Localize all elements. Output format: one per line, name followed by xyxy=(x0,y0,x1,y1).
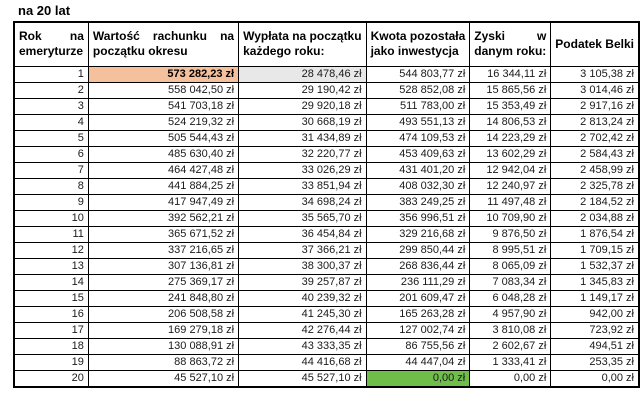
table-row xyxy=(14,338,639,354)
table-row xyxy=(14,98,639,114)
table-row xyxy=(14,194,639,210)
cell-year: 20 xyxy=(14,370,88,387)
cell-year: 9 xyxy=(14,194,88,210)
table-row xyxy=(14,290,639,306)
cell-profit-year: 2 602,67 zł xyxy=(470,338,551,354)
cell-profit-year: 9 876,50 zł xyxy=(470,226,551,242)
cell-remaining-investment: 511 783,00 zł xyxy=(366,98,470,114)
cell-account-value-start: 558 042,50 zł xyxy=(88,82,238,98)
cell-account-value-start: 241 848,80 zł xyxy=(88,290,238,306)
cell-account-value-start: 169 279,18 zł xyxy=(88,322,238,338)
cell-profit-year: 13 602,29 zł xyxy=(470,146,551,162)
cell-account-value-start: 524 219,32 zł xyxy=(88,114,238,130)
cell-profit-year: 1 333,41 zł xyxy=(470,354,551,370)
cell-withdrawal-start: 31 434,89 zł xyxy=(239,130,366,146)
cell-profit-year: 0,00 zł xyxy=(470,370,551,387)
cell-belka-tax: 2 184,52 zł xyxy=(551,194,639,210)
cell-remaining-investment: 544 803,77 zł xyxy=(366,66,470,82)
cell-belka-tax: 3 105,38 zł xyxy=(551,66,639,82)
table-row xyxy=(14,274,639,290)
cell-profit-year: 14 806,53 zł xyxy=(470,114,551,130)
cell-year: 17 xyxy=(14,322,88,338)
cell-account-value-start: 275 369,17 zł xyxy=(88,274,238,290)
table-row xyxy=(14,162,639,178)
table-row xyxy=(14,66,639,82)
cell-withdrawal-start: 36 454,84 zł xyxy=(239,226,366,242)
cell-remaining-investment: 408 032,30 zł xyxy=(366,178,470,194)
table-row xyxy=(14,258,639,274)
cell-account-value-start: 206 508,58 zł xyxy=(88,306,238,322)
header-row xyxy=(14,22,639,66)
table-row xyxy=(14,226,639,242)
retirement-payout-table xyxy=(13,21,640,388)
cell-year: 12 xyxy=(14,242,88,258)
column-header-withdrawal-start: Wypłata na początku każdego roku: xyxy=(239,22,366,66)
cell-year: 13 xyxy=(14,258,88,274)
cell-account-value-start: 417 947,49 zł xyxy=(88,194,238,210)
cell-account-value-start: 45 527,10 zł xyxy=(88,370,238,387)
cell-profit-year: 12 942,04 zł xyxy=(470,162,551,178)
cell-year: 6 xyxy=(14,146,88,162)
cell-withdrawal-start: 29 190,42 zł xyxy=(239,82,366,98)
table-row xyxy=(14,178,639,194)
cell-remaining-investment: 165 263,28 zł xyxy=(366,306,470,322)
cell-year: 2 xyxy=(14,82,88,98)
table-row xyxy=(14,82,639,98)
cell-profit-year: 8 995,51 zł xyxy=(470,242,551,258)
cell-year: 18 xyxy=(14,338,88,354)
cell-withdrawal-start: 42 276,44 zł xyxy=(239,322,366,338)
cell-year: 8 xyxy=(14,178,88,194)
page-title: na 20 lat xyxy=(18,3,71,18)
table-row xyxy=(14,210,639,226)
table-row xyxy=(14,306,639,322)
cell-belka-tax: 942,00 zł xyxy=(551,306,639,322)
cell-belka-tax: 2 584,43 zł xyxy=(551,146,639,162)
cell-withdrawal-start: 29 920,18 zł xyxy=(239,98,366,114)
table-row xyxy=(14,322,639,338)
cell-belka-tax: 1 532,37 zł xyxy=(551,258,639,274)
cell-withdrawal-start: 32 220,77 zł xyxy=(239,146,366,162)
cell-belka-tax: 2 917,16 zł xyxy=(551,98,639,114)
cell-profit-year: 7 083,34 zł xyxy=(470,274,551,290)
column-header-belka-tax: Podatek Belki xyxy=(551,22,639,66)
cell-account-value-start: 464 427,48 zł xyxy=(88,162,238,178)
cell-remaining-investment: 236 111,29 zł xyxy=(366,274,470,290)
cell-year: 10 xyxy=(14,210,88,226)
cell-remaining-investment: 299 850,44 zł xyxy=(366,242,470,258)
table-row xyxy=(14,370,639,387)
cell-withdrawal-start: 30 668,19 zł xyxy=(239,114,366,130)
table-row xyxy=(14,146,639,162)
cell-account-value-start: 337 216,65 zł xyxy=(88,242,238,258)
cell-belka-tax: 0,00 zł xyxy=(551,370,639,387)
cell-belka-tax: 3 014,46 zł xyxy=(551,82,639,98)
cell-profit-year: 14 223,29 zł xyxy=(470,130,551,146)
cell-withdrawal-start: 40 239,32 zł xyxy=(239,290,366,306)
cell-account-value-start: 392 562,21 zł xyxy=(88,210,238,226)
cell-account-value-start: 573 282,23 zł xyxy=(88,66,238,82)
cell-profit-year: 11 497,48 zł xyxy=(470,194,551,210)
cell-profit-year: 16 344,11 zł xyxy=(470,66,551,82)
cell-year: 4 xyxy=(14,114,88,130)
cell-remaining-investment: 127 002,74 zł xyxy=(366,322,470,338)
cell-remaining-investment: 268 836,44 zł xyxy=(366,258,470,274)
cell-year: 16 xyxy=(14,306,88,322)
cell-belka-tax: 1 345,83 zł xyxy=(551,274,639,290)
cell-account-value-start: 541 703,18 zł xyxy=(88,98,238,114)
cell-year: 7 xyxy=(14,162,88,178)
cell-year: 1 xyxy=(14,66,88,82)
cell-withdrawal-start: 39 257,87 zł xyxy=(239,274,366,290)
cell-remaining-investment: 0,00 zł xyxy=(366,370,470,387)
table-row xyxy=(14,242,639,258)
cell-profit-year: 12 240,97 zł xyxy=(470,178,551,194)
cell-profit-year: 6 048,28 zł xyxy=(470,290,551,306)
cell-withdrawal-start: 33 026,29 zł xyxy=(239,162,366,178)
cell-profit-year: 4 957,90 zł xyxy=(470,306,551,322)
column-header-account-value-start: Wartość rachunku na początku okresu xyxy=(88,22,238,66)
cell-withdrawal-start: 33 851,94 zł xyxy=(239,178,366,194)
cell-withdrawal-start: 43 333,35 zł xyxy=(239,338,366,354)
cell-account-value-start: 365 671,52 zł xyxy=(88,226,238,242)
cell-profit-year: 15 865,56 zł xyxy=(470,82,551,98)
cell-remaining-investment: 356 996,51 zł xyxy=(366,210,470,226)
cell-belka-tax: 2 458,99 zł xyxy=(551,162,639,178)
cell-account-value-start: 130 088,91 zł xyxy=(88,338,238,354)
cell-account-value-start: 88 863,72 zł xyxy=(88,354,238,370)
cell-belka-tax: 1 709,15 zł xyxy=(551,242,639,258)
cell-belka-tax: 494,51 zł xyxy=(551,338,639,354)
column-header-profit-year: Zyski w danym roku: xyxy=(470,22,551,66)
cell-belka-tax: 1 876,54 zł xyxy=(551,226,639,242)
cell-belka-tax: 1 149,17 zł xyxy=(551,290,639,306)
cell-remaining-investment: 493 551,13 zł xyxy=(366,114,470,130)
cell-remaining-investment: 201 609,47 zł xyxy=(366,290,470,306)
cell-account-value-start: 485 630,40 zł xyxy=(88,146,238,162)
cell-remaining-investment: 453 409,63 zł xyxy=(366,146,470,162)
cell-belka-tax: 723,92 zł xyxy=(551,322,639,338)
cell-withdrawal-start: 28 478,46 zł xyxy=(239,66,366,82)
cell-year: 14 xyxy=(14,274,88,290)
cell-year: 15 xyxy=(14,290,88,306)
cell-withdrawal-start: 41 245,30 zł xyxy=(239,306,366,322)
cell-remaining-investment: 86 755,56 zł xyxy=(366,338,470,354)
cell-profit-year: 3 810,08 zł xyxy=(470,322,551,338)
cell-withdrawal-start: 35 565,70 zł xyxy=(239,210,366,226)
cell-withdrawal-start: 44 416,68 zł xyxy=(239,354,366,370)
cell-year: 19 xyxy=(14,354,88,370)
cell-year: 3 xyxy=(14,98,88,114)
cell-remaining-investment: 44 447,04 zł xyxy=(366,354,470,370)
cell-belka-tax: 253,35 zł xyxy=(551,354,639,370)
cell-profit-year: 8 065,09 zł xyxy=(470,258,551,274)
cell-withdrawal-start: 34 698,24 zł xyxy=(239,194,366,210)
cell-withdrawal-start: 45 527,10 zł xyxy=(239,370,366,387)
cell-profit-year: 10 709,90 zł xyxy=(470,210,551,226)
cell-account-value-start: 441 884,25 zł xyxy=(88,178,238,194)
table-row xyxy=(14,130,639,146)
cell-belka-tax: 2 325,78 zł xyxy=(551,178,639,194)
cell-remaining-investment: 528 852,08 zł xyxy=(366,82,470,98)
cell-year: 11 xyxy=(14,226,88,242)
cell-withdrawal-start: 37 366,21 zł xyxy=(239,242,366,258)
cell-belka-tax: 2 702,42 zł xyxy=(551,130,639,146)
cell-remaining-investment: 474 109,53 zł xyxy=(366,130,470,146)
cell-profit-year: 15 353,49 zł xyxy=(470,98,551,114)
cell-remaining-investment: 431 401,20 zł xyxy=(366,162,470,178)
cell-belka-tax: 2 813,24 zł xyxy=(551,114,639,130)
column-header-year: Rok na emeryturze xyxy=(14,22,88,66)
cell-withdrawal-start: 38 300,37 zł xyxy=(239,258,366,274)
cell-remaining-investment: 329 216,68 zł xyxy=(366,226,470,242)
table-row xyxy=(14,114,639,130)
column-header-remaining-investment: Kwota pozostała jako inwestycja xyxy=(366,22,470,66)
cell-remaining-investment: 383 249,25 zł xyxy=(366,194,470,210)
cell-belka-tax: 2 034,88 zł xyxy=(551,210,639,226)
cell-account-value-start: 505 544,43 zł xyxy=(88,130,238,146)
cell-account-value-start: 307 136,81 zł xyxy=(88,258,238,274)
table-row xyxy=(14,354,639,370)
cell-year: 5 xyxy=(14,130,88,146)
